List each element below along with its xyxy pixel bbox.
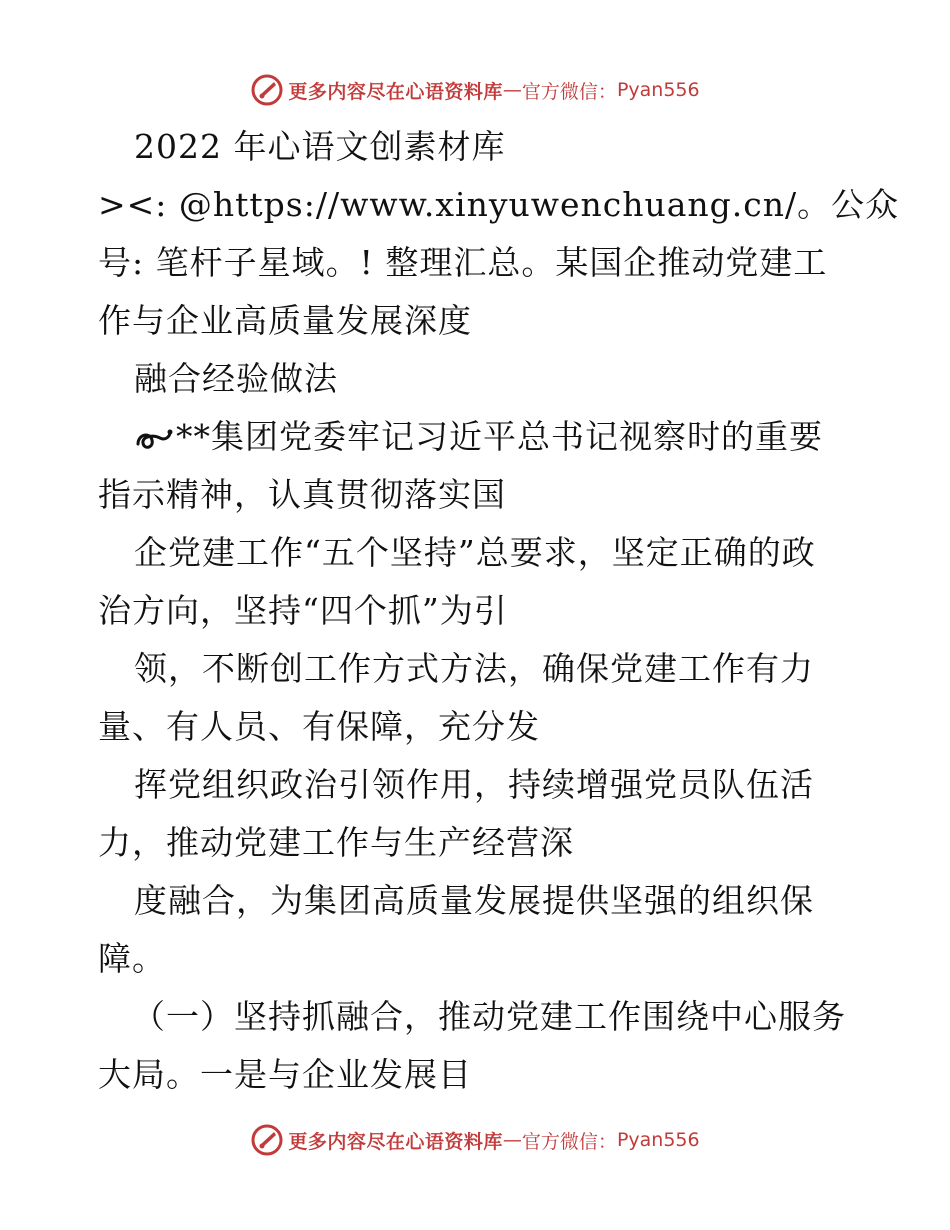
footer-watermark [0,1120,950,1160]
text-line: 2022 年心语文创素材库 [134,127,506,166]
text-line-content: **集团党委牢记习近平总书记视察时的重要 [176,417,823,456]
watermark-wechat: 官方微信： [521,80,617,103]
text-line: ><: @https://www.xinyuwenchuang.cn/。公众 [98,185,900,224]
text-line: 障。 [98,939,166,978]
text-line: 大局。一是与企业发展目 [98,1055,472,1094]
swirl-ornament-icon [134,424,174,454]
watermark-id: Pyan556 [616,79,700,101]
watermark-id: Pyan556 [616,1129,700,1151]
text-line: 领，不断创工作方式方法，确保党建工作有力 [134,649,814,688]
document-body [98,118,900,1104]
text-line: 号: 笔杆子星域。! 整理汇总。某国企推动党建工 [98,243,828,282]
watermark-sep: — [502,1129,522,1151]
watermark-brand: 更多内容尽在心语资料库 [288,1130,503,1153]
text-line: 挥党组织政治引领作用，持续增强党员队伍活 [134,765,814,804]
text-line: 治方向，坚持“四个抓”为引 [98,591,508,630]
text-line: 企党建工作“五个坚持”总要求，坚定正确的政 [134,533,816,572]
text-line: 作与企业高质量发展深度 [98,301,472,340]
text-line: 融合经验做法 [134,359,338,398]
text-line: 度融合，为集团高质量发展提供坚强的组织保 [134,881,814,920]
text-line: （一）坚持抓融合，推动党建工作围绕中心服务 [132,997,846,1036]
watermark-wechat: 官方微信： [521,1130,617,1153]
text-line: 指示精神，认真贯彻落实国 [98,475,506,514]
text-line-ornament [98,408,858,466]
watermark-sep: — [502,79,522,101]
text-line: 量、有人员、有保障，充分发 [98,707,540,746]
watermark-brand: 更多内容尽在心语资料库 [288,80,503,103]
brand-logo-icon [250,73,284,107]
brand-logo-icon [250,1123,284,1157]
header-watermark [0,70,950,110]
text-line: 力，推动党建工作与生产经营深 [98,823,574,862]
